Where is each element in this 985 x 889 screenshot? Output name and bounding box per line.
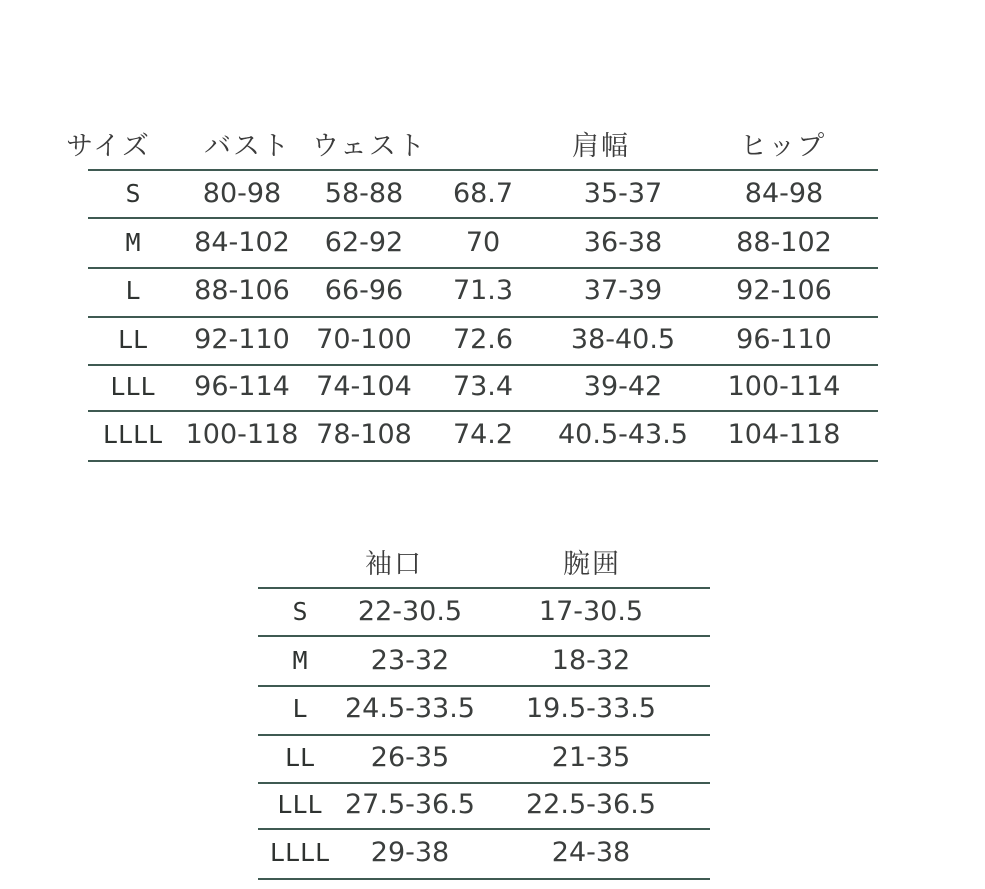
bust-value: 80-98 <box>202 178 282 209</box>
hip-value: 84-98 <box>744 178 824 209</box>
size-label: S <box>125 179 141 208</box>
arm-value: 17-30.5 <box>538 596 644 627</box>
shoulder-value: 36-38 <box>583 227 663 258</box>
size-label: LLL <box>277 790 323 819</box>
size-label: LL <box>284 743 316 772</box>
size-label: LL <box>117 325 149 354</box>
shoulder-value: 37-39 <box>583 275 663 306</box>
shoulder-value: 35-37 <box>583 178 663 209</box>
table2-rule <box>258 635 710 637</box>
length-value: 72.6 <box>452 324 514 355</box>
header-arm-circumference: 腕囲 <box>563 549 621 580</box>
size-label: M <box>125 228 141 257</box>
table2-rule <box>258 587 710 589</box>
size-label: M <box>292 646 308 675</box>
table1-rule <box>88 316 878 318</box>
cuff-value: 22-30.5 <box>357 596 463 627</box>
waist-value: 62-92 <box>324 227 404 258</box>
cuff-value: 27.5-36.5 <box>345 789 475 820</box>
waist-value: 74-104 <box>316 371 412 402</box>
waist-value: 78-108 <box>316 419 412 450</box>
header-hip: ヒップ <box>740 131 827 162</box>
table1-rule <box>88 364 878 366</box>
length-value: 68.7 <box>452 178 514 209</box>
bust-value: 96-114 <box>194 371 290 402</box>
table1-rule <box>88 267 878 269</box>
header-cuff: 袖口 <box>365 549 423 580</box>
hip-value: 104-118 <box>727 419 841 450</box>
hip-value: 92-106 <box>736 275 832 306</box>
header-waist: ウェスト <box>312 131 427 162</box>
arm-value: 24-38 <box>551 837 631 868</box>
waist-value: 66-96 <box>324 275 404 306</box>
length-value: 73.4 <box>452 371 514 402</box>
table2-rule <box>258 782 710 784</box>
size-label: L <box>125 276 141 305</box>
bust-value: 92-110 <box>194 324 290 355</box>
shoulder-value: 40.5-43.5 <box>558 419 688 450</box>
table2-rule <box>258 878 710 880</box>
arm-value: 18-32 <box>551 645 631 676</box>
table2-rule <box>258 828 710 830</box>
table1-rule <box>88 169 878 171</box>
shoulder-value: 39-42 <box>583 371 663 402</box>
bust-value: 88-106 <box>194 275 290 306</box>
size-label: LLL <box>110 372 156 401</box>
table2-rule <box>258 734 710 736</box>
hip-value: 96-110 <box>736 324 832 355</box>
size-label: LLLL <box>102 420 164 449</box>
table1-rule <box>88 460 878 462</box>
cuff-value: 26-35 <box>370 742 450 773</box>
table1-rule <box>88 217 878 219</box>
table2-rule <box>258 685 710 687</box>
size-label: S <box>292 597 308 626</box>
header-bust: バスト <box>204 131 291 162</box>
bust-value: 84-102 <box>194 227 290 258</box>
length-value: 71.3 <box>452 275 514 306</box>
header-size: サイズ <box>66 131 151 162</box>
size-label: L <box>292 694 308 723</box>
hip-value: 88-102 <box>736 227 832 258</box>
shoulder-value: 38-40.5 <box>570 324 676 355</box>
cuff-value: 24.5-33.5 <box>345 693 475 724</box>
cuff-value: 29-38 <box>370 837 450 868</box>
arm-value: 19.5-33.5 <box>526 693 656 724</box>
length-value: 70 <box>465 227 501 258</box>
waist-value: 58-88 <box>324 178 404 209</box>
header-shoulder: 肩幅 <box>572 131 630 162</box>
length-value: 74.2 <box>452 419 514 450</box>
table1-rule <box>88 410 878 412</box>
size-label: LLLL <box>269 838 331 867</box>
cuff-value: 23-32 <box>370 645 450 676</box>
arm-value: 22.5-36.5 <box>526 789 656 820</box>
arm-value: 21-35 <box>551 742 631 773</box>
waist-value: 70-100 <box>316 324 412 355</box>
hip-value: 100-114 <box>727 371 841 402</box>
bust-value: 100-118 <box>185 419 299 450</box>
